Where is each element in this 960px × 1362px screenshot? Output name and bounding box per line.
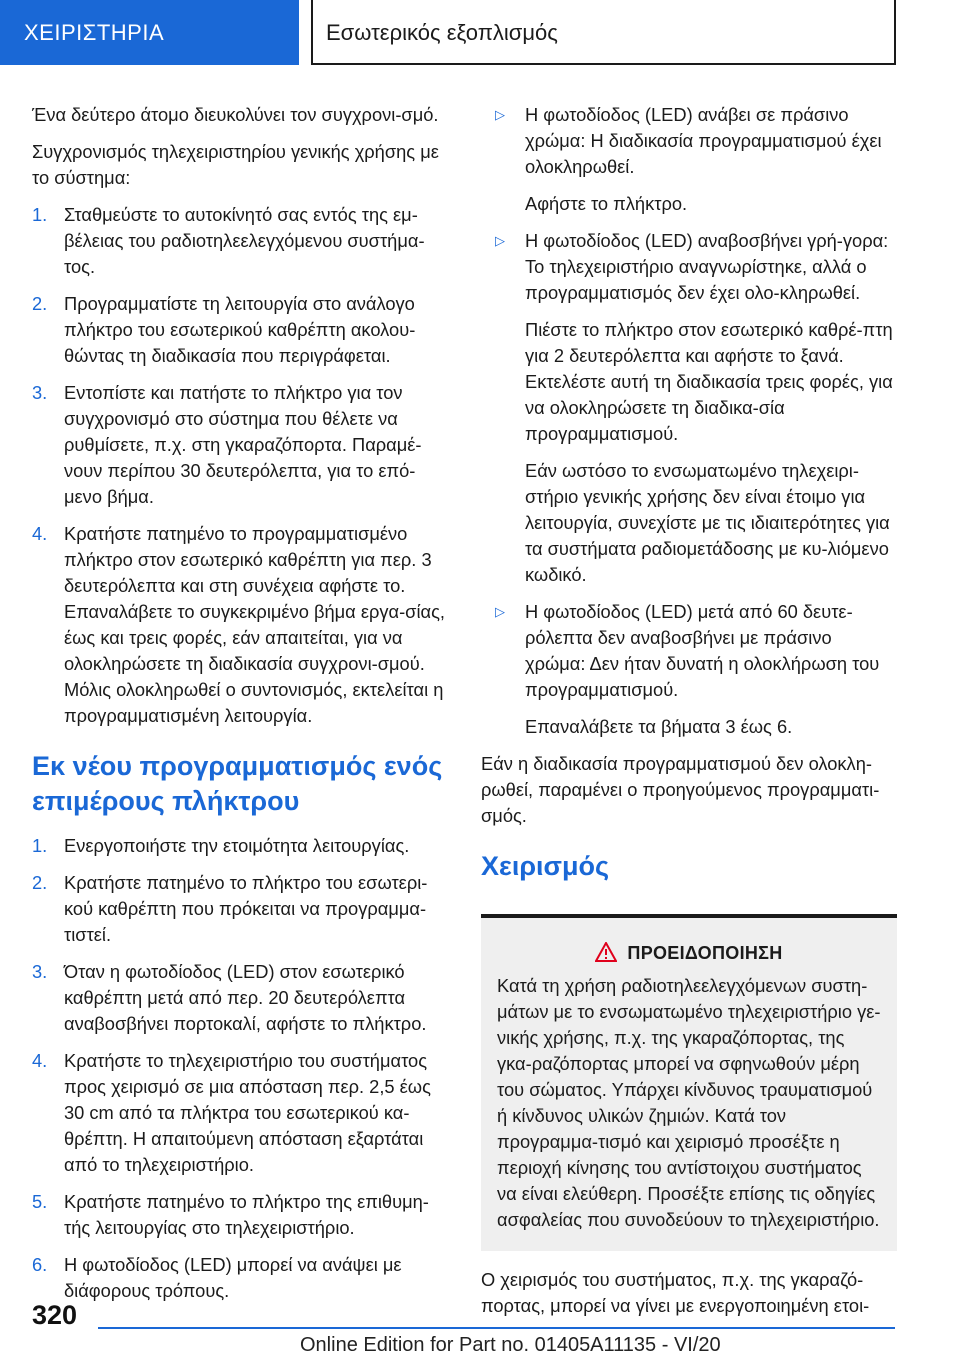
warning-text: Κατά τη χρήση ραδιοτηλεελεγχόμενων συστη-μάτων με το ενσωματωμένο τηλεχειριστήριο γε-νικής χρήσης, π.χ. της γκαραζόπορτας, της γκα-ραζόπορτας μπορεί να σφηνωθούν μέρη του σώματος. Υπάρχει κίνδυνος τραυματισμού ή κίνδυνος υλικών ζημιών. Κατά τον προγραμμα-τισμό και χειρισμό προσέξτε η περιοχή κίνησης του αντίστοιχου συστήματος να είναι ελεύθερη. Προσέξτε επίσης τις οδηγίες ασφαλείας που συνοδεύουν το τηλεχειριστήριο. xyxy=(497,975,881,1230)
list-item: 1. Σταθμεύστε το αυτοκίνητό σας εντός της εμ-βέλειας του ραδιοτηλεελεγχόμενου συστήμα-τος. xyxy=(32,204,425,277)
list-item: 2. Κρατήστε πατημένο το πλήκτρο του εσωτερι-κού καθρέπτη που πρόκειται να προγραμμα-τιστεί. xyxy=(32,872,428,945)
warning-box xyxy=(481,914,897,1251)
warning-triangle-icon xyxy=(595,942,617,969)
list-item: 5. Κρατήστε πατημένο το πλήκτρο της επιθυμη-τής λειτουργίας στο τηλεχειριστήριο. xyxy=(32,1191,429,1238)
section-title: Εσωτερικός εξοπλισμός xyxy=(326,20,558,45)
footer-rule xyxy=(98,1327,895,1329)
header-divider xyxy=(311,0,313,65)
left-column xyxy=(32,102,452,1315)
warning-header: ΠΡΟΕΙΔΟΠΟΙΗΣΗ xyxy=(497,940,881,969)
list-item: 3. Όταν η φωτοδίοδος (LED) στον εσωτερικό καθρέπτη μετά από περ. 20 δευτερόλεπτα αναβοσβήνει πορτοκαλί, αφήστε το πλήκτρο. xyxy=(32,961,427,1034)
bullet-subtext: Αφήστε το πλήκτρο. xyxy=(525,193,688,214)
list-item: 6. Η φωτοδίοδος (LED) μπορεί να ανάψει με διάφορους τρόπους. xyxy=(32,1254,402,1301)
bullet-item: ▷ Η φωτοδίοδος (LED) μετά από 60 δευτε-ρόλεπτα δεν αναβοσβήνει με πράσινο χρώμα: Δεν ήταν δυνατή η ολοκλήρωση του προγραμματισμού. xyxy=(495,601,880,700)
operation-paragraph: Ο χειρισμός του συστήματος, π.χ. της γκαραζό-πορτας, μπορεί να γίνει με ενεργοποιημένη ετοι- xyxy=(481,1269,870,1316)
list-item: 4. Κρατήστε το τηλεχειριστήριο του συστήματος προς χειρισμό σε μια απόσταση περ. 2,5 έως 30 cm από τα πλήκτρα του εσωτερικού κα-θρέπτη. Η απαιτούμενη απόσταση εξαρτάται από το τηλεχειριστήριο. xyxy=(32,1050,431,1175)
operation-heading: Χειρισμός xyxy=(481,851,610,881)
chapter-tab: ΧΕΙΡΙΣΤΗΡΙΑ xyxy=(0,0,299,65)
page-number: 320 xyxy=(32,1300,78,1330)
bullet-subtext: Πιέστε το πλήκτρο στον εσωτερικό καθρέ-πτη για 2 δευτερόλεπτα και αφήστε το ξανά. Εκτελέστε αυτή τη διαδικασία τρεις φορές, για να ολοκληρώσετε τη διαδικα-σία προγραμματισμού. xyxy=(525,319,893,444)
bullet-item: ▷ Η φωτοδίοδος (LED) αναβοσβήνει γρή-γορα: Το τηλεχειριστήριο αναγνωρίστηκε, αλλά ο προγραμματισμός δεν έχει ολο-κληρωθεί. xyxy=(495,230,889,303)
bullet-item: ▷ Η φωτοδίοδος (LED) ανάβει σε πράσινο χρώμα: Η διαδικασία προγραμματισμού έχει ολοκληρωθεί. xyxy=(495,104,882,177)
header-rule xyxy=(311,63,896,65)
list-item: 1. Ενεργοποιήστε την ετοιμότητα λειτουργίας. xyxy=(32,835,410,856)
edition-footer: Online Edition for Part no. 01405A11135 - VI/20 xyxy=(300,1334,721,1356)
right-column xyxy=(481,102,897,1330)
triangle-bullet-icon: ▷ xyxy=(495,233,505,248)
triangle-bullet-icon: ▷ xyxy=(495,604,505,619)
fallback-paragraph: Εάν η διαδικασία προγραμματισμού δεν ολοκλη-ρωθεί, παραμένει ο προηγούμενος προγραμματι-σμός. xyxy=(481,753,880,826)
triangle-bullet-icon: ▷ xyxy=(495,107,505,122)
list-item: 4. Κρατήστε πατημένο το προγραμματισμένο πλήκτρο στον εσωτερικό καθρέπτη για περ. 3 δευτερόλεπτα και στη συνέχεια αφήστε το. Επαναλάβετε το συγκεκριμένο βήμα εργα-σίας, έως και τρεις φορές, εάν απαιτείται, για να ολοκληρώσετε τη διαδικασία συγχρονι-σμού. Μόλις ολοκληρωθεί ο συντονισμός, εκτελείται η προγραμματισμένη λειτουργία. xyxy=(32,523,445,726)
intro-paragraph: Ένα δεύτερο άτομο διευκολύνει τον συγχρονι-σμό. xyxy=(32,104,439,125)
bullet-subtext: Επαναλάβετε τα βήματα 3 έως 6. xyxy=(525,716,793,737)
reprogram-heading: Εκ νέου προγραμματισμός ενός επιμέρους πλήκτρου xyxy=(32,751,443,816)
header-divider-right xyxy=(894,0,896,65)
list-item: 2. Προγραμματίστε τη λειτουργία στο ανάλογο πλήκτρο του εσωτερικού καθρέπτη ακολου-θώντας τη διαδικασία που περιγράφεται. xyxy=(32,293,416,366)
bullet-subtext: Εάν ωστόσο το ενσωματωμένο τηλεχειρι-στήριο γενικής χρήσης δεν είναι έτοιμο για λειτουργία, συνεχίστε με τις ιδιαιτερότητες για τα συστήματα ραδιομετάδοσης με κυ-λιόμενο κωδικό. xyxy=(525,460,890,585)
sync-intro: Συγχρονισμός τηλεχειριστηρίου γενικής χρήσης με το σύστημα: xyxy=(32,141,439,188)
list-item: 3. Εντοπίστε και πατήστε το πλήκτρο για τον συγχρονισμό στο σύστημα που θέλετε να ρυθμίσετε, π.χ. στη γκαραζόπορτα. Παραμέ-νουν περίπου 30 δευτερόλεπτα, για το επό-μενο βήμα. xyxy=(32,382,422,507)
